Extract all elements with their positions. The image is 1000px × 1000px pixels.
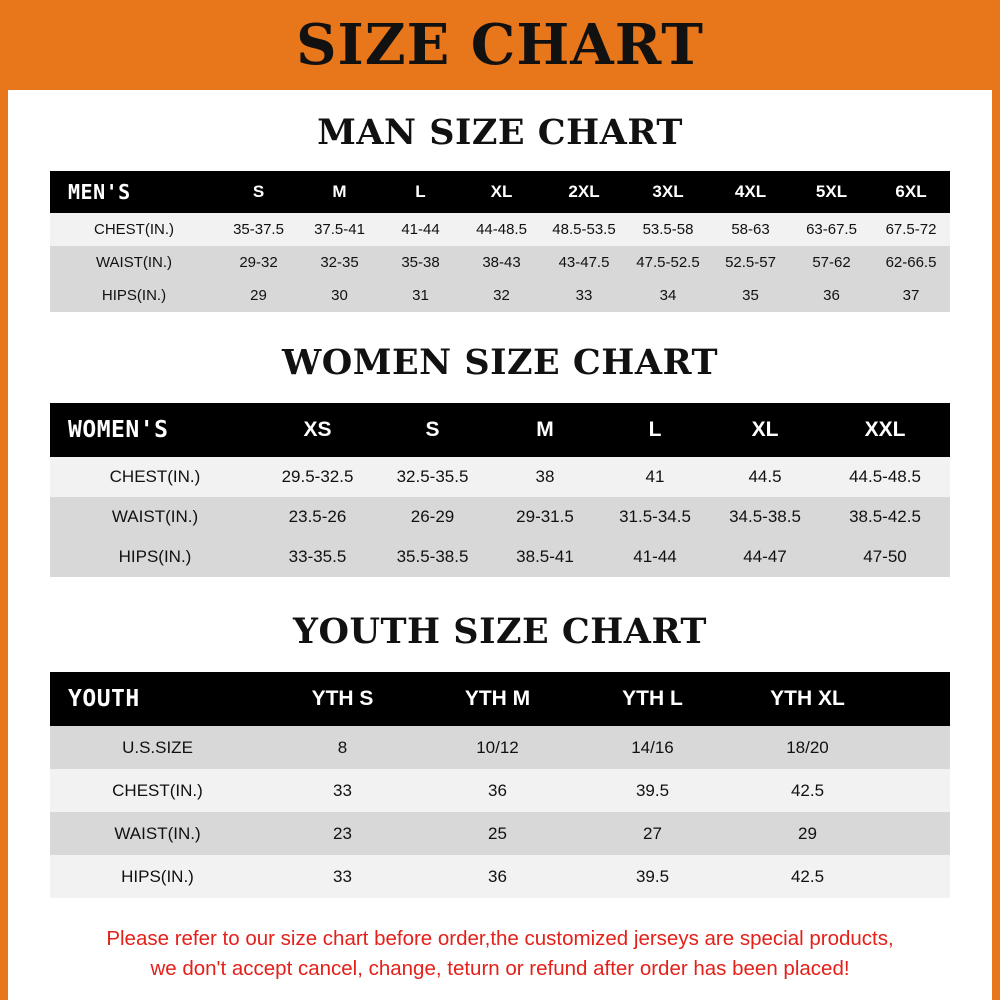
women-cell: 47-50: [820, 537, 950, 577]
footer-note: [30, 924, 970, 983]
women-header-cell: XXL: [820, 403, 950, 457]
women-row-label: HIPS(IN.): [50, 537, 260, 577]
men-row-label: HIPS(IN.): [50, 279, 218, 312]
men-cell: 48.5-53.5: [542, 213, 626, 246]
women-cell: 23.5-26: [260, 497, 375, 537]
footer-note-line-1: Please refer to our size chart before order,the customized jerseys are special products,: [106, 927, 894, 950]
women-header-cell: XL: [710, 403, 820, 457]
youth-cell: 29: [730, 812, 885, 855]
table-row: [50, 726, 950, 769]
banner: [0, 0, 1000, 90]
banner-title: SIZE CHART: [296, 12, 704, 78]
men-cell: 43-47.5: [542, 246, 626, 279]
youth-row-label: HIPS(IN.): [50, 855, 265, 898]
men-cell: 63-67.5: [791, 213, 872, 246]
youth-cell-spacer: [885, 726, 950, 769]
women-cell: 44.5: [710, 457, 820, 497]
men-header-cell: L: [380, 171, 461, 213]
youth-cell: 10/12: [420, 726, 575, 769]
youth-cell: 36: [420, 855, 575, 898]
women-header-row: [50, 403, 950, 457]
men-cell: 33: [542, 279, 626, 312]
women-header-cell: WOMEN'S: [50, 403, 260, 457]
men-cell: 37: [872, 279, 950, 312]
women-header-cell: XS: [260, 403, 375, 457]
men-cell: 67.5-72: [872, 213, 950, 246]
youth-header-cell: YTH S: [265, 672, 420, 726]
women-cell: 29.5-32.5: [260, 457, 375, 497]
men-cell: 30: [299, 279, 380, 312]
women-cell: 44-47: [710, 537, 820, 577]
women-cell: 38.5-42.5: [820, 497, 950, 537]
youth-cell: 14/16: [575, 726, 730, 769]
youth-cell-spacer: [885, 769, 950, 812]
men-header-cell: 3XL: [626, 171, 710, 213]
women-cell: 38: [490, 457, 600, 497]
youth-header-cell: YTH M: [420, 672, 575, 726]
men-header-cell: XL: [461, 171, 542, 213]
table-row: [50, 769, 950, 812]
women-cell: 41: [600, 457, 710, 497]
youth-cell: 18/20: [730, 726, 885, 769]
youth-section-title: YOUTH SIZE CHART: [293, 611, 707, 652]
women-cell: 33-35.5: [260, 537, 375, 577]
women-cell: 38.5-41: [490, 537, 600, 577]
men-cell: 31: [380, 279, 461, 312]
men-cell: 36: [791, 279, 872, 312]
men-cell: 47.5-52.5: [626, 246, 710, 279]
youth-size-table: [50, 672, 950, 898]
youth-cell: 23: [265, 812, 420, 855]
women-header-cell: M: [490, 403, 600, 457]
men-cell: 57-62: [791, 246, 872, 279]
women-size-table: [50, 403, 950, 577]
women-row-label: WAIST(IN.): [50, 497, 260, 537]
men-cell: 52.5-57: [710, 246, 791, 279]
men-cell: 29-32: [218, 246, 299, 279]
table-row: [50, 279, 950, 312]
men-header-row: [50, 171, 950, 213]
women-header-cell: L: [600, 403, 710, 457]
women-cell: 32.5-35.5: [375, 457, 490, 497]
youth-header-row: [50, 672, 950, 726]
table-row: [50, 246, 950, 279]
youth-row-label: WAIST(IN.): [50, 812, 265, 855]
women-row-label: CHEST(IN.): [50, 457, 260, 497]
men-cell: 58-63: [710, 213, 791, 246]
youth-cell-spacer: [885, 855, 950, 898]
men-header-cell: 5XL: [791, 171, 872, 213]
women-section-title: WOMEN SIZE CHART: [281, 342, 719, 383]
youth-row-label: CHEST(IN.): [50, 769, 265, 812]
youth-cell: 39.5: [575, 769, 730, 812]
men-row-label: CHEST(IN.): [50, 213, 218, 246]
youth-cell: 33: [265, 769, 420, 812]
men-cell: 35: [710, 279, 791, 312]
men-size-table: [50, 171, 950, 312]
table-row: [50, 537, 950, 577]
men-cell: 34: [626, 279, 710, 312]
men-section-title: MAN SIZE CHART: [317, 112, 683, 153]
youth-header-cell: YTH L: [575, 672, 730, 726]
men-cell: 38-43: [461, 246, 542, 279]
men-cell: 29: [218, 279, 299, 312]
youth-cell: 27: [575, 812, 730, 855]
table-row: [50, 855, 950, 898]
women-cell: 26-29: [375, 497, 490, 537]
men-cell: 44-48.5: [461, 213, 542, 246]
youth-cell: 33: [265, 855, 420, 898]
men-row-label: WAIST(IN.): [50, 246, 218, 279]
youth-cell: 39.5: [575, 855, 730, 898]
men-cell: 35-37.5: [218, 213, 299, 246]
women-cell: 29-31.5: [490, 497, 600, 537]
men-header-cell: 2XL: [542, 171, 626, 213]
men-cell: 32-35: [299, 246, 380, 279]
table-row: [50, 812, 950, 855]
youth-cell: 8: [265, 726, 420, 769]
men-header-cell: M: [299, 171, 380, 213]
youth-cell: 36: [420, 769, 575, 812]
men-cell: 62-66.5: [872, 246, 950, 279]
youth-cell: 42.5: [730, 855, 885, 898]
men-cell: 53.5-58: [626, 213, 710, 246]
footer-note-line-2: we don't accept cancel, change, teturn or refund after order has been placed!: [150, 956, 850, 980]
men-header-cell: S: [218, 171, 299, 213]
women-header-cell: S: [375, 403, 490, 457]
men-header-cell: MEN'S: [50, 171, 218, 213]
men-cell: 41-44: [380, 213, 461, 246]
youth-row-label: U.S.SIZE: [50, 726, 265, 769]
men-header-cell: 6XL: [872, 171, 950, 213]
youth-cell: 25: [420, 812, 575, 855]
women-cell: 31.5-34.5: [600, 497, 710, 537]
table-row: [50, 497, 950, 537]
women-cell: 44.5-48.5: [820, 457, 950, 497]
youth-header-spacer: [885, 672, 950, 726]
men-cell: 37.5-41: [299, 213, 380, 246]
men-cell: 32: [461, 279, 542, 312]
youth-header-cell: YOUTH: [50, 672, 265, 726]
men-header-cell: 4XL: [710, 171, 791, 213]
youth-cell: 42.5: [730, 769, 885, 812]
women-cell: 35.5-38.5: [375, 537, 490, 577]
youth-header-cell: YTH XL: [730, 672, 885, 726]
women-cell: 34.5-38.5: [710, 497, 820, 537]
table-row: [50, 457, 950, 497]
table-row: [50, 213, 950, 246]
youth-cell-spacer: [885, 812, 950, 855]
men-cell: 35-38: [380, 246, 461, 279]
women-cell: 41-44: [600, 537, 710, 577]
